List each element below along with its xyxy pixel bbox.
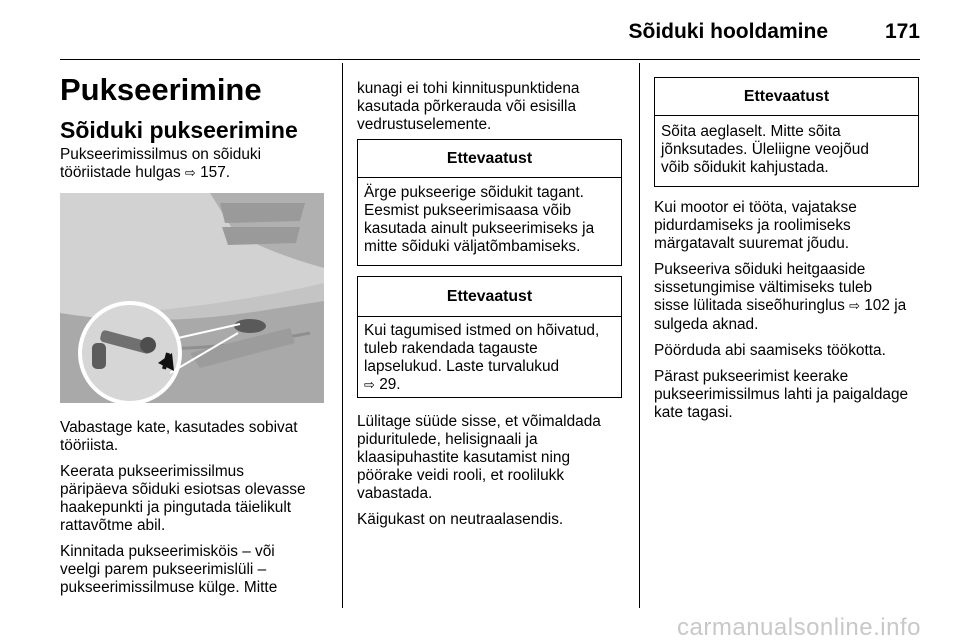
paragraph xyxy=(654,342,934,360)
text-line: Keerata pukseerimissilmus xyxy=(60,463,244,480)
paragraph xyxy=(357,511,622,529)
column-divider-1 xyxy=(342,63,343,608)
paragraph xyxy=(654,261,934,334)
column-2-intro xyxy=(357,80,622,142)
text-line: Pukseeriva sõiduki heitgaaside xyxy=(654,261,866,278)
text-line: sisse lülitada siseõhuringlus xyxy=(654,297,850,314)
text-line: Kui mootor ei tööta, vajatakse xyxy=(654,199,857,216)
page-header-title: Sõiduki hooldamine xyxy=(628,20,828,43)
column-2-body xyxy=(357,413,622,537)
column-1-intro xyxy=(60,146,325,191)
paragraph xyxy=(654,199,934,253)
page-ref-arrow-icon: ⇨ xyxy=(184,166,196,181)
text-line: pukseerimissilmuse külge. Mitte xyxy=(60,579,278,596)
text-line: võib sõidukit kahjustada. xyxy=(661,159,829,176)
text-line: Ärge pukseerige sõidukit tagant. xyxy=(364,184,584,201)
paragraph xyxy=(60,543,325,597)
text-line: kasutada ainult pukseerimiseks ja xyxy=(364,220,595,237)
text-line: Pöörduda abi saamiseks töökotta. xyxy=(654,342,886,359)
text-line: vabastada. xyxy=(357,485,433,502)
text-line: vedrustuselemente. xyxy=(357,116,492,133)
text-line: haakepunkti ja pingutada täielikult xyxy=(60,499,292,516)
text-line: sissetungimise vältimiseks tuleb xyxy=(654,279,873,296)
text-line: sulgeda aknad. xyxy=(654,316,759,333)
page-ref-link[interactable]: 29. xyxy=(379,376,401,393)
page-ref-arrow-icon: ⇨ xyxy=(849,299,860,314)
text-line: rattavõtme abil. xyxy=(60,517,166,534)
tow-eye-illustration xyxy=(60,193,324,403)
column-3-body xyxy=(654,199,934,430)
text-line: piduritulede, helisignaali ja xyxy=(357,431,538,448)
text-line: Pärast pukseerimist keerake xyxy=(654,368,849,385)
paragraph xyxy=(357,413,622,503)
text-line: Lülitage süüde sisse, et võimaldada xyxy=(357,413,601,430)
text-line: tuleb rakendada tagauste xyxy=(364,340,538,357)
caution-box xyxy=(357,276,622,398)
text-line: Vabastage kate, kasutades sobivat xyxy=(60,419,298,436)
text-line: Käigukast on neutraalasendis. xyxy=(357,511,564,528)
watermark-text: carmanualsonline.info xyxy=(677,614,921,641)
text-line: Kinnitada pukseerimisköis – või xyxy=(60,543,275,560)
paragraph xyxy=(60,463,325,535)
caution-box xyxy=(357,139,622,266)
text-line: Eesmist pukseerimisaasa võib xyxy=(364,202,571,219)
caution-title: Ettevaatust xyxy=(358,140,621,178)
text-line: märgatavalt suuremat jõudu. xyxy=(654,235,850,252)
text-line: mitte sõiduki väljatõmbamiseks. xyxy=(364,238,581,255)
page-ref-link[interactable]: 102 ja xyxy=(864,297,907,314)
text-line: kasutada põrkerauda või esisilla xyxy=(357,98,577,115)
text-line: pukseerimissilmus lahti ja paigaldage xyxy=(654,386,909,403)
subsection-heading: Sõiduki pukseerimine xyxy=(60,117,298,143)
column-divider-2 xyxy=(639,63,640,608)
text-line: klaasipuhastite kasutamist ning xyxy=(357,449,571,466)
caution-box xyxy=(654,77,919,187)
text-line: pidurdamiseks ja roolimiseks xyxy=(654,217,851,234)
page-ref-arrow-icon: ⇨ xyxy=(364,378,375,393)
caution-title: Ettevaatust xyxy=(358,277,621,317)
tow-eye-illustration-svg xyxy=(60,193,324,403)
text-line: Kui tagumised istmed on hõivatud, xyxy=(364,322,600,339)
text-line: tööriista. xyxy=(60,437,119,454)
caution-title: Ettevaatust xyxy=(655,78,918,116)
page-number: 171 xyxy=(884,20,920,43)
text-line: kunagi ei tohi kinnituspunktidena xyxy=(357,80,580,97)
text-line: veelgi parem pukseerimislüli – xyxy=(60,561,267,578)
page-ref-link[interactable]: 157. xyxy=(200,164,231,181)
text-line: Sõita aeglaselt. Mitte sõita xyxy=(661,123,841,140)
column-1-body xyxy=(60,419,325,605)
paragraph xyxy=(654,368,934,422)
section-heading: Pukseerimine xyxy=(60,72,262,107)
text-line: päripäeva sõiduki esiotsas olevasse xyxy=(60,481,306,498)
header-rule xyxy=(60,59,920,60)
intro-line: tööriistade hulgas xyxy=(60,164,185,181)
text-line: pöörake veidi rooli, et roolilukk xyxy=(357,467,565,484)
intro-line: Pukseerimissilmus on sõiduki xyxy=(60,146,262,163)
text-line: jõnksutades. Üleliigne veojõud xyxy=(661,141,869,158)
paragraph xyxy=(60,419,325,455)
text-line: lapselukud. Laste turvalukud xyxy=(364,358,560,375)
text-line: kate tagasi. xyxy=(654,404,733,421)
